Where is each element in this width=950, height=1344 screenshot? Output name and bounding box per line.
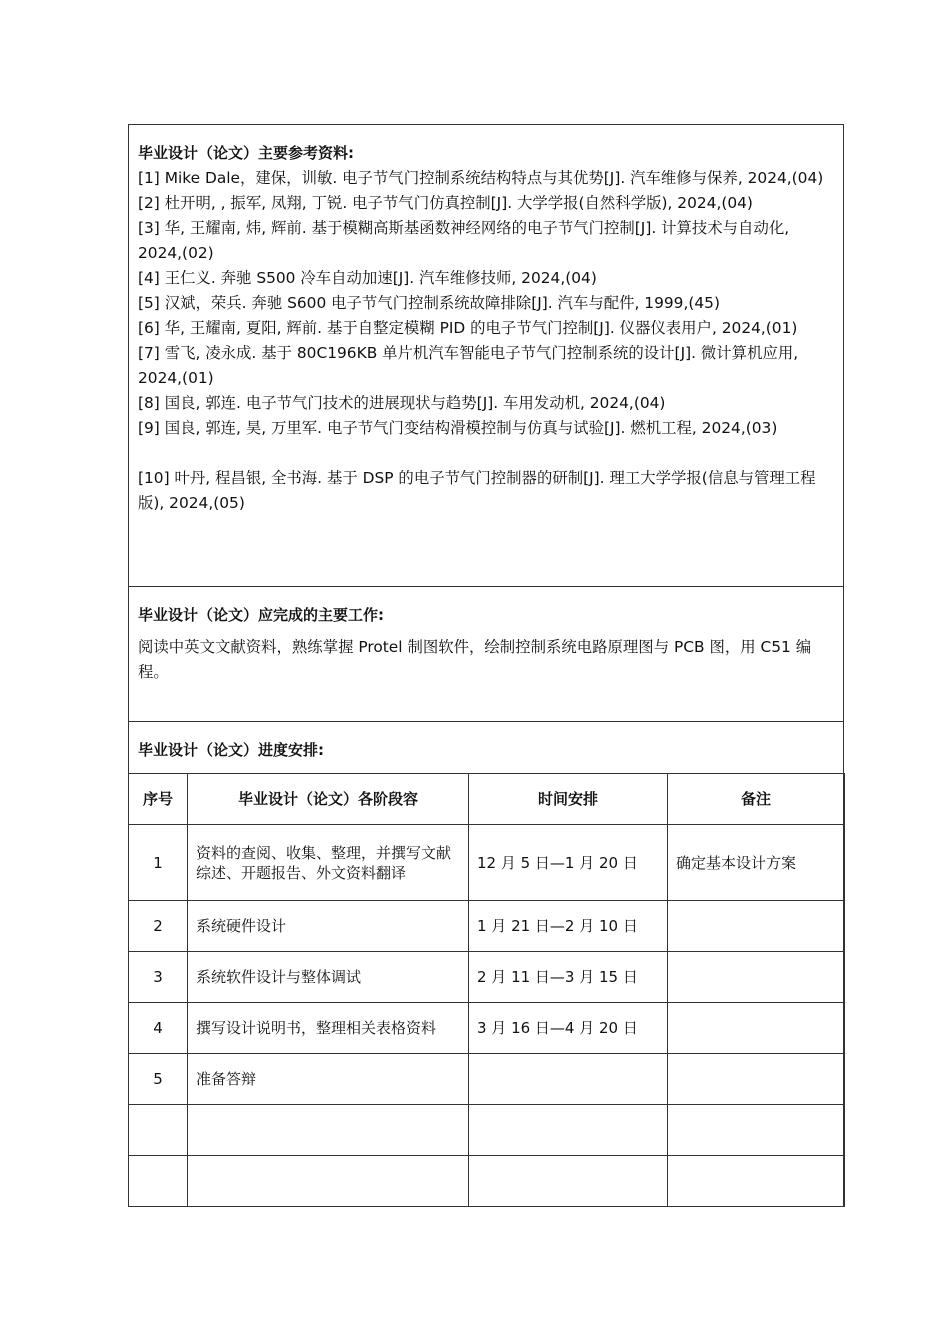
reference-item: [6] 华, 王耀南, 夏阳, 辉前. 基于自整定模糊 PID 的电子节气门控制[J]. 仪器仪表用户, 2024,(01) <box>138 319 798 337</box>
reference-item: [3] 华, 王耀南, 炜, 辉前. 基于模糊高斯基函数神经网络的电子节气门控制[J]. 计算技术与自动化, 2024,(02) <box>138 219 790 262</box>
row-time <box>469 1054 668 1105</box>
row-index: 2 <box>129 901 188 952</box>
row-notes <box>668 1105 845 1156</box>
row-notes <box>668 901 845 952</box>
schedule-table <box>128 773 845 1207</box>
schedule-header-row <box>129 774 845 825</box>
row-notes <box>668 1156 845 1207</box>
main-work-text: 阅读中英文文献资料，熟练掌握 Protel 制图软件，绘制控制系统电路原理图与 PCB 图，用 C51 编程。 <box>138 638 812 681</box>
row-notes: 确定基本设计方案 <box>668 825 845 901</box>
row-index: 3 <box>129 952 188 1003</box>
schedule-heading: 毕业设计（论文）进度安排: <box>138 741 324 759</box>
row-index: 4 <box>129 1003 188 1054</box>
row-stage: 资料的查阅、收集、整理，并撰写文献综述、开题报告、外文资料翻译 <box>188 825 469 901</box>
reference-item: [8] 国良, 郭连. 电子节气门技术的进展现状与趋势[J]. 车用发动机, 2024,(04) <box>138 394 666 412</box>
schedule-section <box>129 722 843 773</box>
column-header-stage: 毕业设计（论文）各阶段容 <box>188 774 469 825</box>
reference-item: [10] 叶丹, 程昌银, 全书海. 基于 DSP 的电子节气门控制器的研制[J]. 理工大学学报(信息与管理工程版), 2024,(05) <box>138 469 816 512</box>
table-row <box>129 1003 845 1054</box>
table-row <box>129 1105 845 1156</box>
row-stage: 撰写设计说明书，整理相关表格资料 <box>188 1003 469 1054</box>
row-index: 5 <box>129 1054 188 1105</box>
main-work-heading: 毕业设计（论文）应完成的主要工作: <box>138 606 385 624</box>
row-time: 3 月 16 日—4 月 20 日 <box>469 1003 668 1054</box>
table-row <box>129 901 845 952</box>
column-header-index: 序号 <box>129 774 188 825</box>
row-index: 1 <box>129 825 188 901</box>
reference-item: [2] 杜开明, , 振军, 凤翔, 丁锐. 电子节气门仿真控制[J]. 大学学报(自然科学版), 2024,(04) <box>138 194 753 212</box>
row-notes <box>668 1003 845 1054</box>
row-time: 12 月 5 日—1 月 20 日 <box>469 825 668 901</box>
row-stage <box>188 1105 469 1156</box>
row-stage: 系统软件设计与整体调试 <box>188 952 469 1003</box>
task-form <box>128 124 844 1207</box>
main-work-section <box>129 587 843 722</box>
references-section <box>129 125 843 587</box>
reference-item: [1] Mike Dale，建保，训敏. 电子节气门控制系统结构特点与其优势[J]. 汽车维修与保养, 2024,(04) <box>138 169 824 187</box>
row-time <box>469 1156 668 1207</box>
column-header-time: 时间安排 <box>469 774 668 825</box>
reference-item: [9] 国良, 郭连, 昊, 万里军. 电子节气门变结构滑模控制与仿真与试验[J]. 燃机工程, 2024,(03) <box>138 419 778 437</box>
table-row <box>129 952 845 1003</box>
reference-item: [5] 汉斌，荣兵. 奔驰 S600 电子节气门控制系统故障排除[J]. 汽车与配件, 1999,(45) <box>138 294 720 312</box>
table-row <box>129 1156 845 1207</box>
row-stage <box>188 1156 469 1207</box>
row-time <box>469 1105 668 1156</box>
table-row <box>129 1054 845 1105</box>
reference-item: [4] 王仁义. 奔驰 S500 冷车自动加速[J]. 汽车维修技师, 2024,(04) <box>138 269 597 287</box>
row-notes <box>668 952 845 1003</box>
row-time: 2 月 11 日—3 月 15 日 <box>469 952 668 1003</box>
references-heading: 毕业设计（论文）主要参考资料: <box>138 144 355 162</box>
row-notes <box>668 1054 845 1105</box>
column-header-notes: 备注 <box>668 774 845 825</box>
reference-item: [7] 雪飞, 凌永成. 基于 80C196KB 单片机汽车智能电子节气门控制系统的设计[J]. 微计算机应用, 2024,(01) <box>138 344 799 387</box>
row-stage: 准备答辩 <box>188 1054 469 1105</box>
row-index <box>129 1156 188 1207</box>
row-stage: 系统硬件设计 <box>188 901 469 952</box>
table-row <box>129 825 845 901</box>
row-time: 1 月 21 日—2 月 10 日 <box>469 901 668 952</box>
row-index <box>129 1105 188 1156</box>
